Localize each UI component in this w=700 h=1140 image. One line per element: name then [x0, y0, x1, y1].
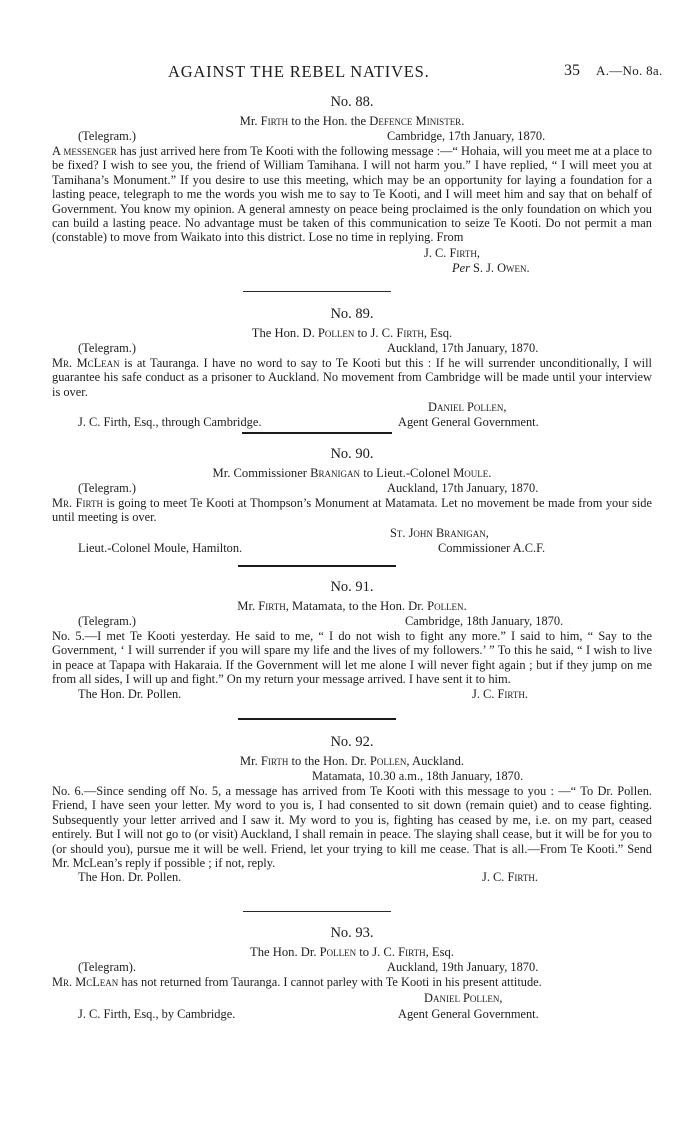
letter-body: Mr. McLean has not returned from Tauranga. I cannot parley with Te Kooti in his present attitude. [52, 975, 542, 989]
letter-body: Mr. McLean is at Tauranga. I have no word to say to Te Kooti but this : If he will surrender unconditionally, I will guarantee his safe conduct as a prisoner to Auckland. No movement from Cambridge will be made until your interview is over. [52, 356, 652, 399]
letter-meta [52, 481, 652, 496]
letter-88 [52, 93, 652, 275]
signature-title: Agent General Government. [398, 415, 539, 430]
letter-signature-block [52, 856, 652, 885]
letter-body: No. 6.—Since sending off No. 5, a message has arrived from Te Kooti with this message to you : —“ To Dr. Pollen. Friend, I have seen your letter. My word to you is, I had consented to sit down (remain quiet) and to cease fighting. Subsequently your letter arrived and I saw it. My word to you is, fighting has ceased by me, i.e. on my part, ceased entirely. But I will not go to (or visit) Auckland, I shall remain in peace. The slaying shall cease, but it will be for you to (or should you), pursue me it will be well. Friend, let your trying to kill me cease. That is all.—From Te Kooti.” Send Mr. McLean’s reply if possible ; if not, reply. [52, 784, 652, 871]
letter-kind: (Telegram.) [78, 129, 136, 143]
letter-meta [52, 960, 652, 975]
letter-meta [52, 769, 652, 784]
running-header [0, 62, 700, 82]
letter-kind: (Telegram.) [78, 614, 136, 628]
letter-signature-block [52, 525, 652, 557]
letter-number: No. 91. [330, 579, 374, 595]
letter-90 [52, 445, 652, 557]
letter-meta [52, 614, 652, 629]
letter-signature-block [52, 399, 652, 431]
section-divider [243, 911, 391, 912]
signature: J. C. Firth. [472, 686, 528, 701]
letter-kind: (Telegram.) [78, 481, 136, 495]
signature-title: Agent General Government. [398, 1007, 539, 1022]
signature: Daniel Pollen, [428, 400, 507, 415]
letter-signature-block [52, 245, 652, 275]
letter-place-date: Cambridge, 17th January, 1870. [387, 129, 546, 143]
letter-93 [52, 924, 652, 1023]
letter-body: No. 5.—I met Te Kooti yesterday. He said to me, “ I do not wish to fight any more.” I said to him, “ Say to the Government, ‘ I will surrender if you will spare my life and the lives of my followers.’ ” To this he said, “ I wish to live in peace at Tapapa with Hakaraia. If the Government will let me alone I will never fight again ; but if they jump on me from all sides, I will up and fight.” On my return your message arrived. I have sent it to him. [52, 629, 652, 687]
letter-meta [52, 341, 652, 356]
letter-number: No. 89. [330, 306, 374, 322]
letter-body: A messenger has just arrived here from Te Kooti with the following message :—“ Hohaia, will you meet me at a place to be fixed? I wish to see you, the friend of William Tamihana. I will not harm you.” I have replied, “ I will meet you at Tamihana’s Monument.” If you desire to use this meeting, which may be an opportunity for laying a foundation for a lasting peace, telegraph to me the words you wish me to say to Te Kooti, and I will meet him and say that on behalf of Government. You know my opinion. A general amnesty on peace being proclaimed is the only foundation on which you can build a lasting peace. No advantage must be taken of this communication to seize Te Kooti. Do not permit a man (constable) to move from Waikato into this district. Lose no time in replying. From [52, 144, 653, 245]
letter-92 [52, 733, 652, 885]
letter-91 [52, 578, 652, 701]
letter-place-date: Auckland, 17th January, 1870. [387, 481, 539, 495]
signature-title: Commissioner A.C.F. [438, 540, 546, 555]
letter-place-date: Auckland, 17th January, 1870. [387, 341, 539, 355]
page-number: 35 [564, 62, 580, 79]
letter-89 [52, 305, 652, 431]
section-divider [243, 291, 391, 292]
signature: St. John Branigan, [390, 525, 489, 540]
running-title: AGAINST THE REBEL NATIVES. [168, 62, 430, 81]
letter-heading: Mr. Firth to the Hon. Dr. Pollen, Auckland. [239, 754, 465, 768]
letter-kind: (Telegram). [78, 960, 136, 974]
addressee: J. C. Firth, Esq., through Cambridge. [78, 415, 262, 430]
letter-signature-block [52, 673, 652, 701]
addressee: The Hon. Dr. Pollen. [78, 870, 182, 885]
section-divider [238, 718, 396, 720]
paper-reference: A.—No. 8a. [596, 63, 663, 78]
letter-heading: Mr. Firth to the Hon. the Defence Minister. [239, 114, 465, 128]
section-divider [238, 565, 396, 567]
addressee: The Hon. Dr. Pollen. [78, 686, 182, 701]
letter-heading: The Hon. D. Pollen to J. C. Firth, Esq. [251, 326, 453, 340]
section-divider [242, 432, 392, 434]
addressee: J. C. Firth, Esq., by Cambridge. [78, 1007, 236, 1022]
letter-place-date: Auckland, 19th January, 1870. [387, 960, 539, 974]
letter-place-date: Cambridge, 18th January, 1870. [405, 614, 564, 628]
letter-signature-block [52, 989, 652, 1023]
letter-number: No. 90. [330, 446, 374, 462]
signature: J. C. Firth. [482, 870, 538, 885]
signature-per: Per S. J. Owen. [452, 260, 530, 275]
letter-meta [52, 129, 652, 144]
letter-body: Mr. Firth is going to meet Te Kooti at Thompson’s Monument at Matamata. Let no movement be made from your side until meeting is over. [52, 496, 652, 525]
letter-place-date: Matamata, 10.30 a.m., 18th January, 1870. [312, 769, 524, 783]
signature: Daniel Pollen, [424, 991, 503, 1006]
letter-number: No. 93. [330, 925, 374, 941]
signature: J. C. Firth, [424, 245, 480, 260]
letter-kind: (Telegram.) [78, 341, 136, 355]
letter-heading: Mr. Firth, Matamata, to the Hon. Dr. Pollen. [237, 599, 467, 613]
letter-heading: The Hon. Dr. Pollen to J. C. Firth, Esq. [250, 945, 454, 959]
letter-number: No. 92. [330, 734, 374, 750]
letter-number: No. 88. [330, 94, 374, 110]
letter-heading: Mr. Commissioner Branigan to Lieut.-Colonel Moule. [212, 466, 492, 480]
addressee: Lieut.-Colonel Moule, Hamilton. [78, 540, 243, 555]
